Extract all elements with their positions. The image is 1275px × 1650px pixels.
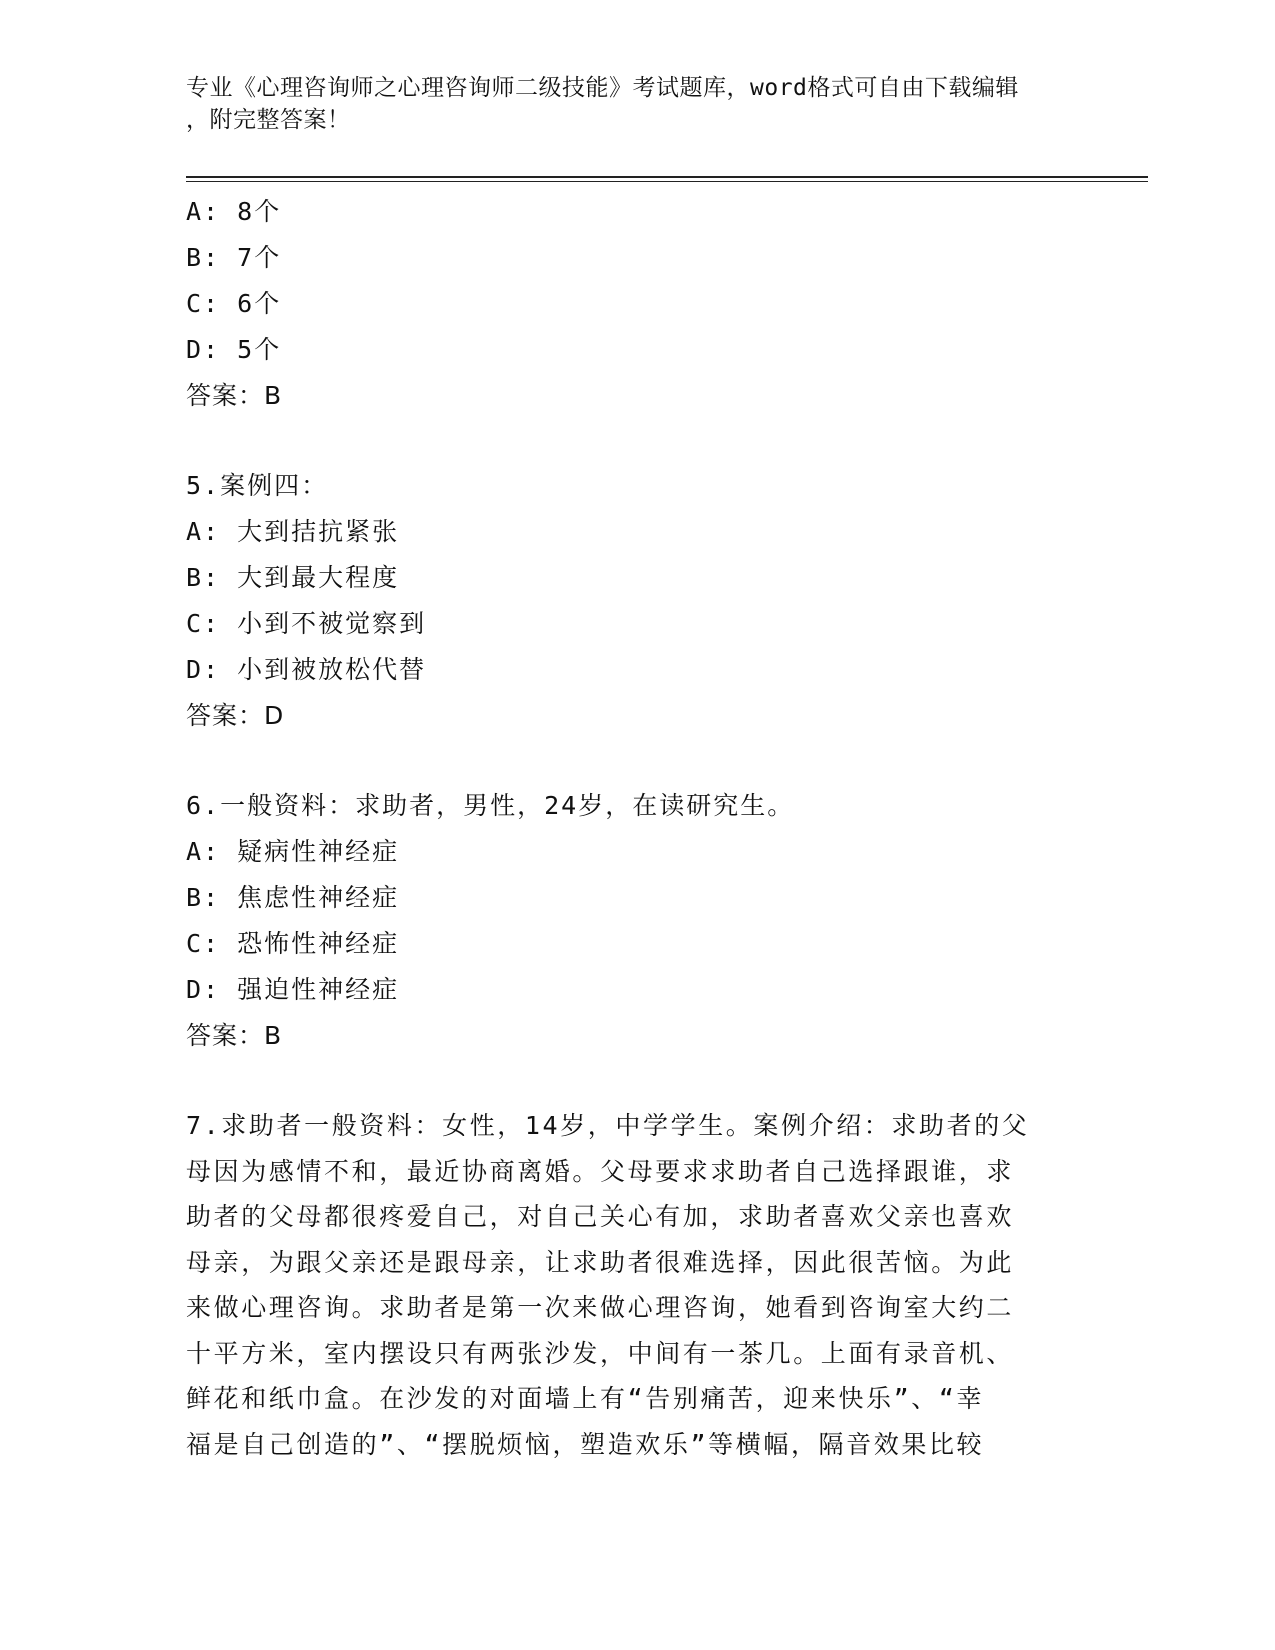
- question-7: [186, 1103, 1066, 1467]
- question-title: 6.一般资料：求助者，男性，24岁，在读研究生。: [186, 791, 795, 820]
- option-d: D: 强迫性神经症: [186, 975, 400, 1004]
- question-text-line: 助者的父母都很疼爱自己，对自己关心有加，求助者喜欢父亲也喜欢: [186, 1202, 1015, 1231]
- option-a: A: 大到拮抗紧张: [186, 517, 400, 546]
- question-6: [186, 783, 1066, 1059]
- question-4: [186, 189, 1066, 419]
- question-text-line: 十平方米，室内摆设只有两张沙发，中间有一茶几。上面有录音机、: [186, 1338, 1015, 1368]
- option-c: C: 6个: [186, 289, 282, 318]
- answer: 答案：D: [186, 701, 285, 730]
- answer: 答案：B: [186, 1021, 283, 1050]
- question-text-line: 鲜花和纸巾盒。在沙发的对面墙上有“告别痛苦，迎来快乐”、“幸: [186, 1384, 985, 1413]
- question-text-line: 7.求助者一般资料：女性，14岁，中学学生。案例介绍：求助者的父: [186, 1111, 1030, 1140]
- page-header: [186, 72, 1066, 136]
- option-c: C: 小到不被觉察到: [186, 609, 427, 638]
- question-title: 5.案例四：: [186, 471, 329, 500]
- question-text-line: 来做心理咨询。求助者是第一次来做心理咨询，她看到咨询室大约二: [186, 1293, 1015, 1322]
- question-text-line: 福是自己创造的”、“摆脱烦恼，塑造欢乐”等横幅，隔音效果比较: [186, 1429, 985, 1459]
- spacer: [186, 1059, 1066, 1103]
- question-list: [186, 189, 1066, 1467]
- option-b: B: 焦虑性神经症: [186, 883, 400, 912]
- question-text-line: 母亲，为跟父亲还是跟母亲，让求助者很难选择，因此很苦恼。为此: [186, 1247, 1015, 1277]
- header-divider-thick: [186, 176, 1148, 178]
- option-d: D: 5个: [186, 335, 282, 364]
- header-line-2: ，附完整答案！: [186, 107, 351, 133]
- option-c: C: 恐怖性神经症: [186, 929, 400, 958]
- answer: 答案：B: [186, 381, 283, 410]
- spacer: [186, 739, 1066, 783]
- header-line-1: 专业《心理咨询师之心理咨询师二级技能》考试题库，word格式可自由下载编辑: [186, 75, 1019, 101]
- option-b: B: 大到最大程度: [186, 563, 400, 592]
- option-a: A: 疑病性神经症: [186, 837, 400, 866]
- option-b: B: 7个: [186, 243, 282, 272]
- question-5: [186, 463, 1066, 739]
- spacer: [186, 419, 1066, 463]
- header-divider-thin: [186, 181, 1148, 182]
- question-text-line: 母因为感情不和，最近协商离婚。父母要求求助者自己选择跟谁，求: [186, 1156, 1015, 1186]
- option-a: A: 8个: [186, 197, 282, 226]
- option-d: D: 小到被放松代替: [186, 655, 427, 684]
